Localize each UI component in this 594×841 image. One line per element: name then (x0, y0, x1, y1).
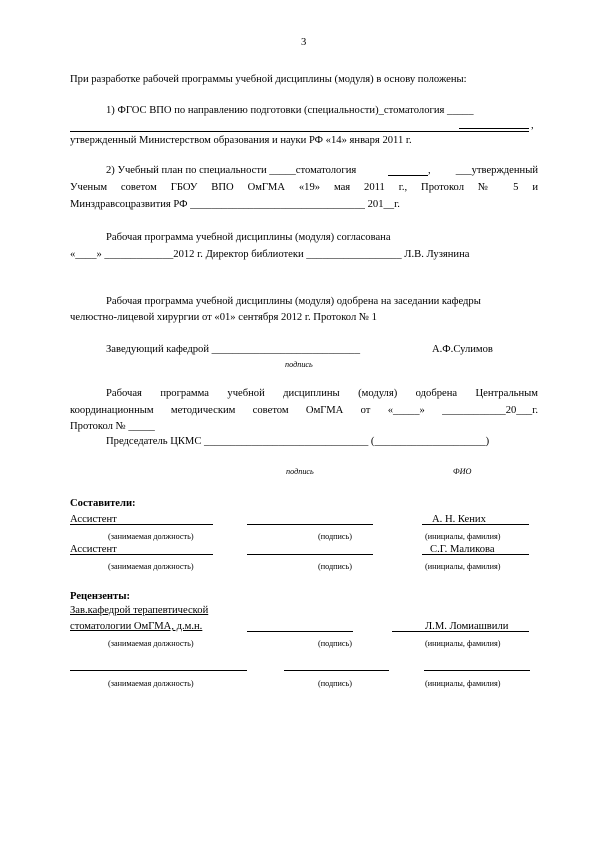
reviewer-2-signature-caption: (подпись) (318, 679, 352, 688)
head-name: А.Ф.Сулимов (432, 344, 493, 355)
council-line-2: координационным методическим советом ОмГМА от «_____» ____________20___г. (70, 405, 538, 416)
compiler-2-name: С.Г. Маликова (430, 544, 495, 555)
department-line-1: Рабочая программа учебной дисциплины (модуля) одобрена на заседании кафедры (106, 296, 481, 307)
blank-underline (70, 131, 529, 132)
council-protocol: Протокол № _____ (70, 421, 155, 432)
department-line-2: челюстно-лицевой хирургии от «01» сентября 2012 г. Протокол № 1 (70, 312, 377, 323)
fgos-line: 1) ФГОС ВПО по направлению подготовки (специальности)_стоматология _____ (106, 105, 474, 116)
compiler-2-position-line (70, 554, 213, 555)
compiler-1-position: Ассистент (70, 514, 117, 525)
compiler-1-position-caption: (занимаемая должность) (108, 532, 194, 541)
compiler-1-name-line (422, 524, 529, 525)
reviewer-2-position-caption: (занимаемая должность) (108, 679, 194, 688)
reviewer-position-line-2: стоматологии ОмГМА, д.м.н. (70, 621, 203, 632)
compiler-2-position-caption: (занимаемая должность) (108, 562, 194, 571)
compiler-1-position-line (70, 524, 213, 525)
fgos-line-comma: , (531, 120, 534, 131)
library-line-2: «____» _____________2012 г. Директор библиотеки __________________ Л.В. Лузянина (70, 249, 470, 260)
compiler-2-signature-caption: (подпись) (318, 562, 352, 571)
page-number: 3 (301, 37, 307, 48)
compilers-heading: Составители: (70, 498, 136, 509)
head-signature-caption: подпись (285, 360, 313, 369)
blank-underline-short (459, 128, 529, 129)
reviewer-position-line-1: Зав.кафедрой терапевтической (70, 605, 209, 616)
compiler-1-initials-caption: (инициалы, фамилия) (425, 532, 501, 541)
reviewer-2-position-line (70, 670, 247, 671)
compiler-2-name-line (422, 554, 529, 555)
council-signature-caption: подпись (286, 467, 314, 476)
reviewer-initials-caption: (инициалы, фамилия) (425, 639, 501, 648)
reviewer-position-caption: (занимаемая должность) (108, 639, 194, 648)
head-label: Заведующий кафедрой ____________________________ (106, 344, 360, 355)
reviewer-name-line (392, 631, 529, 632)
reviewer-2-name-line (424, 670, 530, 671)
compiler-1-signature-line (247, 524, 373, 525)
curriculum-comma: , (428, 165, 431, 176)
compiler-2-initials-caption: (инициалы, фамилия) (425, 562, 501, 571)
fgos-approval: утвержденный Министерством образования и науки РФ «14» января 2011 г. (70, 135, 412, 146)
intro-text: При разработке рабочей программы учебной дисциплины (модуля) в основу положены: (70, 74, 467, 85)
reviewer-2-signature-line (284, 670, 389, 671)
reviewer-name: Л.М. Ломиашвили (425, 621, 509, 632)
reviewer-2-initials-caption: (инициалы, фамилия) (425, 679, 501, 688)
compiler-1-name: А. Н. Кених (432, 514, 486, 525)
reviewers-heading: Рецензенты: (70, 591, 131, 602)
council-chair: Председатель ЦКМС _______________________________ (_____________________) (106, 436, 490, 447)
curriculum-line-a: 2) Учебный план по специальности _____стоматология (106, 165, 357, 176)
compiler-2-position: Ассистент (70, 544, 117, 555)
compiler-2-signature-line (247, 554, 373, 555)
compiler-1-signature-caption: (подпись) (318, 532, 352, 541)
curriculum-line-c: ___утвержденный (455, 165, 538, 176)
reviewer-signature-caption: (подпись) (318, 639, 352, 648)
council-line-1: Рабочая программа учебной дисциплины (модуля) одобрена Центральным (106, 388, 538, 399)
council-fio-caption: ФИО (453, 467, 472, 476)
curriculum-council: Ученым советом ГБОУ ВПО ОмГМА «19» мая 2011 г., Протокол № 5 и (70, 182, 538, 193)
curriculum-underline (388, 175, 428, 176)
reviewer-signature-line (247, 631, 353, 632)
curriculum-ministry: Минздравсоцразвития РФ _________________________________ 201__г. (70, 199, 400, 210)
library-line-1: Рабочая программа учебной дисциплины (модуля) согласована (106, 232, 391, 243)
